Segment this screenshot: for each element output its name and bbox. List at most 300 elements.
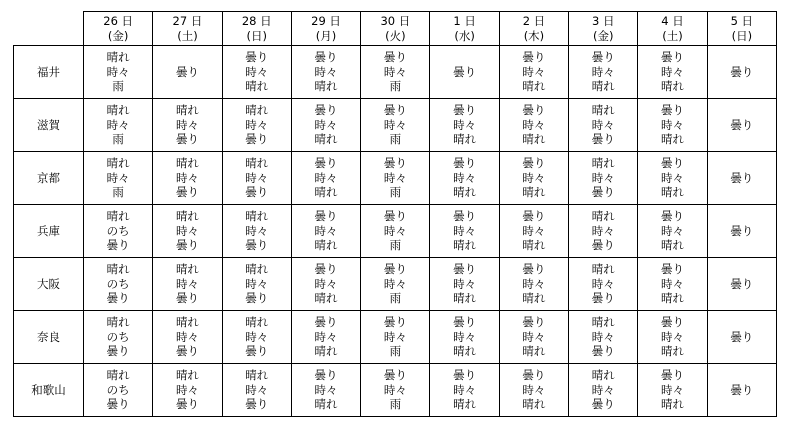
forecast-text: 雨	[389, 79, 402, 94]
forecast-cell	[569, 99, 638, 152]
forecast-text: 曇り	[314, 156, 338, 171]
forecast-text: 晴れ	[522, 291, 546, 306]
forecast-text: 晴れ	[175, 209, 199, 224]
forecast-text: 時々	[522, 329, 546, 344]
forecast-cell	[638, 46, 707, 99]
forecast-text: 曇り	[453, 262, 477, 277]
forecast-text: 曇り	[730, 329, 754, 344]
date-header	[707, 12, 776, 46]
forecast-text: 晴れ	[661, 238, 685, 253]
forecast-text: 時々	[383, 276, 407, 291]
forecast-text: 晴れ	[106, 103, 130, 118]
forecast-text: 晴れ	[175, 368, 199, 383]
forecast-text: 時々	[175, 170, 199, 185]
forecast-text: 時々	[106, 64, 130, 79]
forecast-text: 晴れ	[175, 103, 199, 118]
date-header	[638, 12, 707, 46]
forecast-text: 曇り	[383, 315, 407, 330]
forecast-text: 曇り	[522, 50, 546, 65]
date-header	[430, 12, 499, 46]
region-name: 京都	[14, 152, 84, 205]
forecast-cell	[569, 311, 638, 364]
forecast-cell	[291, 258, 360, 311]
forecast-text: 晴れ	[314, 344, 338, 359]
forecast-text: 晴れ	[245, 209, 269, 224]
date-label: 4 日	[661, 14, 684, 28]
forecast-cell	[430, 258, 499, 311]
forecast-text: 時々	[522, 276, 546, 291]
forecast-text: 雨	[389, 291, 402, 306]
forecast-cell	[430, 311, 499, 364]
forecast-text: 時々	[245, 223, 269, 238]
table-row	[14, 46, 777, 99]
forecast-text: 晴れ	[245, 262, 269, 277]
forecast-cell	[222, 258, 291, 311]
forecast-text: 曇り	[730, 223, 754, 238]
forecast-text: 曇り	[522, 156, 546, 171]
forecast-text: 晴れ	[453, 238, 477, 253]
forecast-cell	[707, 364, 776, 417]
forecast-text: 曇り	[175, 132, 199, 147]
forecast-text: 曇り	[175, 344, 199, 359]
forecast-text: 曇り	[661, 262, 685, 277]
forecast-cell	[430, 152, 499, 205]
forecast-text: のち	[106, 223, 130, 238]
forecast-text: 晴れ	[661, 132, 685, 147]
forecast-text: 晴れ	[106, 262, 130, 277]
forecast-text: 晴れ	[522, 397, 546, 412]
forecast-text: 時々	[522, 223, 546, 238]
forecast-text: 時々	[245, 117, 269, 132]
forecast-text: 晴れ	[106, 368, 130, 383]
forecast-cell	[361, 311, 430, 364]
date-header	[153, 12, 222, 46]
forecast-cell	[707, 46, 776, 99]
forecast-cell	[499, 46, 568, 99]
forecast-cell	[361, 364, 430, 417]
forecast-text: 曇り	[453, 368, 477, 383]
forecast-text: 晴れ	[453, 132, 477, 147]
forecast-text: 曇り	[661, 156, 685, 171]
forecast-text: 曇り	[245, 238, 269, 253]
forecast-cell	[499, 205, 568, 258]
forecast-text: 時々	[522, 117, 546, 132]
date-header	[569, 12, 638, 46]
forecast-cell	[153, 152, 222, 205]
forecast-text: 晴れ	[522, 238, 546, 253]
forecast-text: 時々	[314, 223, 338, 238]
weekday-label: (土)	[662, 28, 683, 43]
forecast-text: 時々	[453, 329, 477, 344]
forecast-cell	[222, 364, 291, 417]
forecast-cell	[361, 258, 430, 311]
forecast-text: 曇り	[314, 262, 338, 277]
forecast-cell	[569, 205, 638, 258]
forecast-text: 晴れ	[453, 397, 477, 412]
forecast-text: 雨	[112, 185, 124, 200]
forecast-text: 曇り	[730, 64, 754, 79]
forecast-cell	[569, 152, 638, 205]
forecast-cell	[707, 99, 776, 152]
forecast-text: 晴れ	[453, 185, 477, 200]
forecast-text: 晴れ	[661, 291, 685, 306]
forecast-cell	[638, 99, 707, 152]
forecast-text: 雨	[389, 185, 402, 200]
header-row	[14, 12, 777, 46]
forecast-text: 曇り	[314, 209, 338, 224]
forecast-text: 曇り	[730, 170, 754, 185]
forecast-text: 曇り	[175, 238, 199, 253]
forecast-text: 時々	[453, 223, 477, 238]
forecast-text: 時々	[522, 64, 546, 79]
forecast-text: 晴れ	[661, 344, 685, 359]
date-label: 27 日	[172, 14, 203, 28]
forecast-text: 曇り	[245, 50, 269, 65]
table-row	[14, 364, 777, 417]
forecast-text: 晴れ	[314, 132, 338, 147]
forecast-text: 曇り	[106, 291, 130, 306]
forecast-cell	[84, 99, 153, 152]
forecast-text: 晴れ	[591, 79, 615, 94]
forecast-text: 晴れ	[314, 185, 338, 200]
forecast-text: 晴れ	[314, 291, 338, 306]
weekday-label: (金)	[592, 28, 614, 43]
forecast-text: 時々	[175, 117, 199, 132]
forecast-text: 時々	[383, 170, 407, 185]
forecast-text: 曇り	[245, 185, 269, 200]
forecast-text: 曇り	[661, 315, 685, 330]
forecast-text: 曇り	[522, 209, 546, 224]
forecast-text: 晴れ	[175, 262, 199, 277]
forecast-text: 時々	[383, 64, 407, 79]
date-header	[222, 12, 291, 46]
forecast-text: 晴れ	[106, 209, 130, 224]
date-header	[291, 12, 360, 46]
forecast-text: 時々	[245, 276, 269, 291]
forecast-text: 曇り	[175, 397, 199, 412]
forecast-text: 晴れ	[175, 156, 199, 171]
forecast-cell	[361, 205, 430, 258]
forecast-text: 時々	[245, 170, 269, 185]
forecast-text: 晴れ	[453, 291, 477, 306]
forecast-text: 時々	[661, 170, 685, 185]
forecast-text: 晴れ	[661, 79, 685, 94]
forecast-cell	[153, 364, 222, 417]
forecast-text: 曇り	[591, 238, 615, 253]
forecast-text: 曇り	[453, 315, 477, 330]
forecast-cell	[222, 152, 291, 205]
forecast-text: 曇り	[591, 50, 615, 65]
forecast-text: 時々	[591, 223, 615, 238]
forecast-text: 晴れ	[591, 262, 615, 277]
forecast-text: 時々	[175, 382, 199, 397]
region-name: 和歌山	[14, 364, 84, 417]
forecast-text: 曇り	[245, 344, 269, 359]
forecast-cell	[153, 205, 222, 258]
weekday-label: (月)	[315, 28, 337, 43]
forecast-text: 雨	[389, 397, 402, 412]
forecast-text: 晴れ	[522, 185, 546, 200]
forecast-text: 時々	[175, 276, 199, 291]
forecast-text: 曇り	[661, 50, 685, 65]
forecast-text: 曇り	[591, 132, 615, 147]
forecast-text: 曇り	[661, 103, 685, 118]
forecast-text: 晴れ	[245, 79, 269, 94]
forecast-text: 曇り	[453, 64, 477, 79]
forecast-text: 曇り	[453, 103, 477, 118]
forecast-cell	[707, 152, 776, 205]
forecast-text: 曇り	[314, 368, 338, 383]
forecast-text: 曇り	[383, 368, 407, 383]
forecast-text: 雨	[112, 79, 124, 94]
forecast-text: 曇り	[661, 209, 685, 224]
forecast-cell	[707, 311, 776, 364]
weekday-label: (火)	[385, 28, 406, 43]
forecast-cell	[569, 46, 638, 99]
forecast-text: 晴れ	[591, 156, 615, 171]
region-name: 大阪	[14, 258, 84, 311]
forecast-text: 曇り	[522, 262, 546, 277]
date-label: 29 日	[311, 14, 341, 28]
forecast-text: 時々	[661, 64, 685, 79]
forecast-text: 時々	[314, 64, 338, 79]
date-label: 26 日	[103, 14, 134, 28]
forecast-text: 晴れ	[591, 315, 615, 330]
forecast-cell	[499, 364, 568, 417]
date-label: 3 日	[591, 14, 615, 28]
forecast-text: 時々	[591, 382, 615, 397]
forecast-text: 時々	[661, 276, 685, 291]
forecast-text: 曇り	[383, 262, 407, 277]
weekday-label: (水)	[454, 28, 475, 43]
forecast-cell	[153, 99, 222, 152]
forecast-text: 雨	[112, 132, 124, 147]
forecast-text: 曇り	[453, 209, 477, 224]
forecast-text: 時々	[661, 223, 685, 238]
forecast-text: 曇り	[175, 185, 199, 200]
forecast-text: 時々	[661, 329, 685, 344]
forecast-text: 時々	[591, 117, 615, 132]
forecast-text: 晴れ	[245, 156, 269, 171]
forecast-text: 時々	[383, 223, 407, 238]
region-name: 福井	[14, 46, 84, 99]
forecast-text: 時々	[314, 382, 338, 397]
forecast-cell	[84, 152, 153, 205]
forecast-text: 晴れ	[245, 103, 269, 118]
forecast-cell	[291, 152, 360, 205]
region-name: 兵庫	[14, 205, 84, 258]
forecast-cell	[291, 46, 360, 99]
forecast-text: 晴れ	[106, 50, 130, 65]
forecast-text: のち	[106, 276, 130, 291]
forecast-text: 時々	[383, 329, 407, 344]
forecast-cell	[430, 99, 499, 152]
forecast-text: 曇り	[245, 291, 269, 306]
forecast-cell	[153, 46, 222, 99]
forecast-cell	[707, 258, 776, 311]
forecast-text: 時々	[591, 64, 615, 79]
forecast-text: 曇り	[730, 382, 754, 397]
forecast-text: 晴れ	[106, 156, 130, 171]
forecast-cell	[638, 152, 707, 205]
forecast-text: 雨	[389, 238, 402, 253]
forecast-cell	[499, 311, 568, 364]
forecast-text: 曇り	[175, 64, 199, 79]
forecast-cell	[430, 364, 499, 417]
forecast-text: 雨	[389, 132, 402, 147]
forecast-text: 曇り	[245, 397, 269, 412]
forecast-text: 晴れ	[106, 315, 130, 330]
forecast-cell	[222, 99, 291, 152]
forecast-cell	[569, 364, 638, 417]
table-row	[14, 258, 777, 311]
forecast-cell	[84, 364, 153, 417]
forecast-text: 時々	[175, 223, 199, 238]
forecast-text: 晴れ	[591, 209, 615, 224]
forecast-text: 晴れ	[175, 315, 199, 330]
forecast-cell	[638, 258, 707, 311]
forecast-cell	[84, 258, 153, 311]
forecast-text: 時々	[453, 117, 477, 132]
forecast-cell	[707, 205, 776, 258]
date-label: 2 日	[522, 14, 546, 28]
forecast-text: 晴れ	[453, 344, 477, 359]
table-row	[14, 205, 777, 258]
forecast-text: 時々	[383, 382, 407, 397]
forecast-text: 時々	[453, 170, 477, 185]
forecast-text: 曇り	[314, 315, 338, 330]
forecast-text: 時々	[245, 64, 269, 79]
forecast-text: 晴れ	[522, 79, 546, 94]
table-row	[14, 99, 777, 152]
forecast-text: 晴れ	[314, 397, 338, 412]
forecast-text: 時々	[314, 329, 338, 344]
date-label: 28 日	[241, 14, 272, 28]
forecast-text: 時々	[591, 170, 615, 185]
forecast-text: 曇り	[383, 156, 407, 171]
forecast-text: 曇り	[383, 50, 407, 65]
forecast-text: 晴れ	[314, 79, 338, 94]
corner-cell	[14, 12, 84, 46]
forecast-text: 晴れ	[661, 185, 685, 200]
forecast-text: 晴れ	[661, 397, 685, 412]
forecast-text: 曇り	[591, 397, 615, 412]
forecast-cell	[84, 205, 153, 258]
forecast-text: 時々	[661, 117, 685, 132]
forecast-text: 時々	[522, 382, 546, 397]
forecast-cell	[430, 46, 499, 99]
forecast-text: 曇り	[383, 209, 407, 224]
forecast-text: 晴れ	[591, 368, 615, 383]
forecast-cell	[153, 311, 222, 364]
forecast-cell	[569, 258, 638, 311]
forecast-cell	[361, 152, 430, 205]
weekday-label: (日)	[731, 28, 753, 43]
forecast-text: 晴れ	[522, 344, 546, 359]
forecast-text: 時々	[591, 276, 615, 291]
forecast-text: 曇り	[730, 117, 754, 132]
forecast-text: 晴れ	[245, 315, 269, 330]
weekday-label: (日)	[246, 28, 267, 43]
forecast-cell	[222, 46, 291, 99]
forecast-cell	[222, 311, 291, 364]
forecast-text: 時々	[661, 382, 685, 397]
forecast-cell	[291, 364, 360, 417]
forecast-text: 晴れ	[314, 238, 338, 253]
forecast-text: 時々	[314, 276, 338, 291]
weekday-label: (土)	[177, 28, 198, 43]
forecast-text: 曇り	[314, 50, 338, 65]
forecast-text: 曇り	[522, 368, 546, 383]
forecast-text: 曇り	[730, 276, 754, 291]
forecast-text: 曇り	[106, 397, 130, 412]
forecast-text: 晴れ	[591, 103, 615, 118]
forecast-cell	[291, 205, 360, 258]
forecast-text: 曇り	[591, 344, 615, 359]
forecast-text: 曇り	[106, 238, 130, 253]
forecast-text: 雨	[389, 344, 402, 359]
forecast-text: 時々	[383, 117, 407, 132]
forecast-cell	[430, 205, 499, 258]
forecast-cell	[291, 311, 360, 364]
region-name: 奈良	[14, 311, 84, 364]
forecast-text: 時々	[245, 382, 269, 397]
forecast-cell	[638, 364, 707, 417]
forecast-text: 曇り	[175, 291, 199, 306]
forecast-cell	[84, 311, 153, 364]
forecast-text: 晴れ	[522, 132, 546, 147]
forecast-text: 曇り	[522, 103, 546, 118]
forecast-text: 時々	[314, 170, 338, 185]
date-header	[361, 12, 430, 46]
forecast-cell	[84, 46, 153, 99]
forecast-text: 曇り	[522, 315, 546, 330]
forecast-text: 時々	[175, 329, 199, 344]
forecast-text: 曇り	[661, 368, 685, 383]
forecast-cell	[222, 205, 291, 258]
table-body	[14, 46, 777, 417]
forecast-text: 時々	[106, 170, 130, 185]
forecast-text: 曇り	[591, 185, 615, 200]
forecast-cell	[499, 258, 568, 311]
date-label: 1 日	[453, 14, 476, 28]
forecast-text: 時々	[314, 117, 338, 132]
forecast-cell	[638, 311, 707, 364]
date-label: 30 日	[380, 14, 411, 28]
weather-forecast-table	[13, 11, 777, 417]
forecast-text: 曇り	[106, 344, 130, 359]
forecast-text: 曇り	[453, 156, 477, 171]
forecast-cell	[153, 258, 222, 311]
table-row	[14, 311, 777, 364]
weekday-label: (金)	[107, 28, 129, 43]
forecast-text: 時々	[245, 329, 269, 344]
forecast-cell	[499, 152, 568, 205]
region-name: 滋賀	[14, 99, 84, 152]
forecast-cell	[291, 99, 360, 152]
date-header	[84, 12, 153, 46]
forecast-text: のち	[106, 382, 130, 397]
weekday-label: (木)	[523, 28, 545, 43]
forecast-cell	[361, 99, 430, 152]
forecast-text: 曇り	[245, 132, 269, 147]
forecast-cell	[499, 99, 568, 152]
forecast-text: 曇り	[314, 103, 338, 118]
forecast-cell	[361, 46, 430, 99]
forecast-text: 曇り	[591, 291, 615, 306]
forecast-text: 時々	[106, 117, 130, 132]
table-row	[14, 152, 777, 205]
